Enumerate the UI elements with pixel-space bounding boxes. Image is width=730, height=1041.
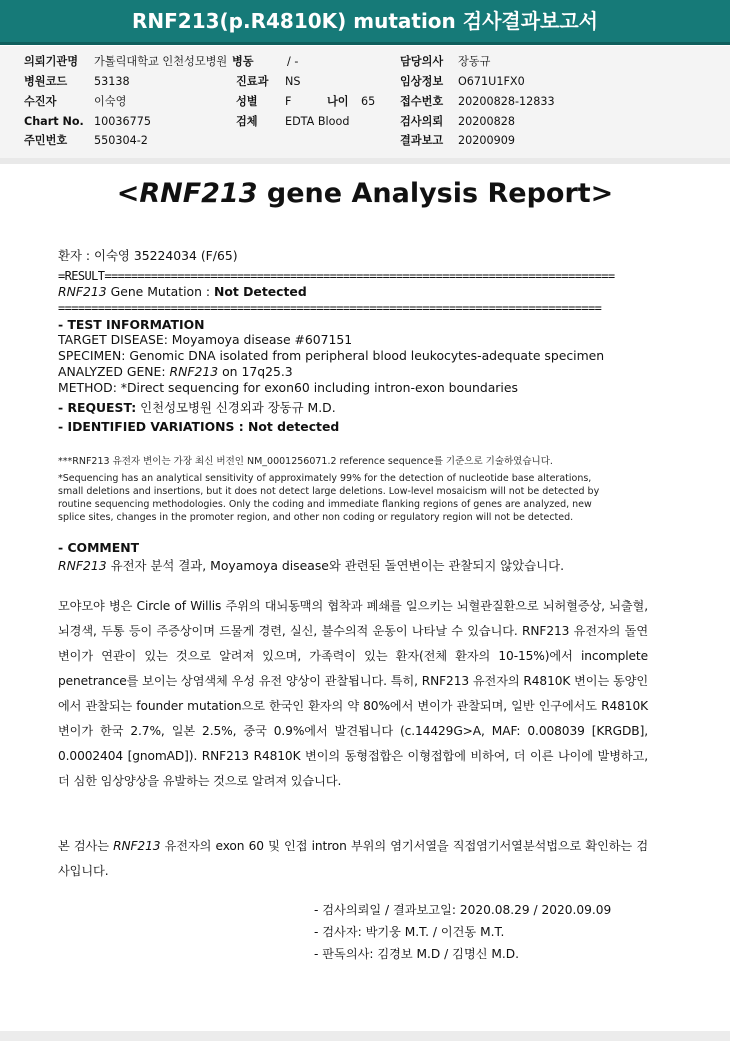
target-disease: TARGET DISEASE: Moyamoya disease #607151 <box>58 332 353 347</box>
sign-pathologists: - 판독의사: 김경보 M.D / 김명신 M.D. <box>314 947 520 961</box>
hospital-code-value: 53138 <box>94 75 130 88</box>
report-title: <RNF213 gene Analysis Report> <box>116 178 614 209</box>
request-date-label: 검사의뢰 <box>400 115 444 128</box>
report-header-title: RNF213(p.R4810K) mutation 검사결과보고서 <box>0 0 730 45</box>
institution-value: 가톨릭대학교 인천성모병원 <box>94 55 228 68</box>
divider <box>0 158 730 164</box>
analyzed-gene: ANALYZED GENE: RNF213 on 17q25.3 <box>58 364 293 379</box>
chart-value: 10036775 <box>94 115 151 128</box>
specimen-value: EDTA Blood <box>285 115 350 128</box>
mutation-value: Not Detected <box>214 284 307 299</box>
note-line: small deletions and insertions, but it does not detect large deletions. Low-level mosaicism will not be detected by <box>58 486 600 497</box>
clinical-info-value: O671U1FX0 <box>458 75 525 88</box>
sign-dates: - 검사의뢰일 / 결과보고일: 2020.08.29 / 2020.09.09 <box>314 903 612 917</box>
patient-value: 이숙영 <box>94 95 127 108</box>
accession-label: 접수번호 <box>400 95 444 108</box>
note-line: ***RNF213 유전자 변이는 가장 최신 버전인 NM_0001256071.2 reference sequence를 기준으로 기술하였습니다. <box>58 456 553 467</box>
patient-line: 환자 : 이숙영 35224034 (F/65) <box>58 248 238 263</box>
doctor-value: 장동규 <box>458 55 491 68</box>
patient-info-panel <box>0 46 730 159</box>
hospital-code-label: 병원코드 <box>24 75 68 88</box>
test-info-header: - TEST INFORMATION <box>58 317 205 332</box>
method-line: METHOD: *Direct sequencing for exon60 including intron-exon boundaries <box>58 380 518 395</box>
note-line: splice sites, changes in the promoter region, and other non coding or regulatory region will not be detected. <box>58 512 574 523</box>
accession-value: 20200828-12833 <box>458 95 555 108</box>
age-value: 65 <box>361 95 376 108</box>
id-value: 550304-2 <box>94 134 148 147</box>
ward-value: / - <box>287 55 299 68</box>
info-row <box>0 93 730 111</box>
identified-variations: - IDENTIFIED VARIATIONS : Not detected <box>58 419 340 434</box>
doctor-label: 담당의사 <box>400 55 444 68</box>
clinical-info-label: 임상정보 <box>400 75 444 88</box>
sign-technicians: - 검사자: 박기웅 M.T. / 이건동 M.T. <box>314 925 505 939</box>
dept-label: 진료과 <box>236 75 269 88</box>
footer-strip <box>0 1031 730 1041</box>
comment-paragraph: 본 검사는 RNF213 유전자의 exon 60 및 인접 intron 부위의 염기서열을 직접염기서열분석법으로 확인하는 검사입니다. <box>58 839 648 878</box>
info-row <box>0 73 730 91</box>
report-date-label: 결과보고 <box>400 134 444 147</box>
specimen-label: 검체 <box>236 115 258 128</box>
specimen-line: SPECIMEN: Genomic DNA isolated from peripheral blood leukocytes-adequate specimen <box>58 348 605 363</box>
info-row <box>0 53 730 71</box>
sex-value: F <box>285 95 292 108</box>
request-date-value: 20200828 <box>458 115 515 128</box>
mutation-result: RNF213 Gene Mutation : Not Detected <box>58 284 307 299</box>
ward-label: 병동 <box>232 55 254 68</box>
separator: ================================================================================== <box>58 301 602 315</box>
info-row <box>0 113 730 131</box>
report-date-value: 20200909 <box>458 134 515 147</box>
age-label: 나이 <box>327 95 349 108</box>
id-label: 주민번호 <box>24 134 68 147</box>
comment-header: - COMMENT <box>58 540 140 555</box>
info-row <box>0 132 730 150</box>
comment-paragraph: 모야모야 병은 Circle of Willis 주위의 대뇌동맥의 협착과 폐쇄를 일으키는 뇌혈관질환으로 뇌허혈증상, 뇌출혈, 뇌경색, 두통 등이 주증상이며 드물게 경련, 실신, 불수의적 운동이 나타날 수 있습니다. RNF213 유전자의 돌연변이가 연관이 있는 것으로 알려져 있으며, 가족력이 있는 환자(전체 환자의 10-15%)에서 incomplete penetrance를 보이는 상염색체 우성 유전 양상이 관찰됩니다. 특히, RNF213 유전자의 R4810K 변이는 동양인에서 관찰되는 founder mutation으로 한국인 환자의 약 80%에서 변이가 관찰되며, 일반 인구에서도 R4810K 변이가 한국 2.7%, 일본 2.5%, 중국 0.9%에서 발견됩니다 (c.14429G>A, MAF: 0.008039 [KRGDB], 0.0002404 [gnomAD]). RNF213 R4810K 변이의 동형접합은 이형접합에 비하여, 더 이른 나이에 발병하고, 더 심한 임상양상을 유발하는 것으로 알려져 있습니다. <box>58 599 648 788</box>
patient-label: 수진자 <box>24 95 57 108</box>
comment-line: RNF213 유전자 분석 결과, Moyamoya disease와 관련된 돌연변이는 관찰되지 않았습니다. <box>58 558 565 573</box>
request-line: - REQUEST: 인천성모병원 신경외과 장동규 M.D. <box>58 400 336 415</box>
institution-label: 의뢰기관명 <box>24 55 79 68</box>
note-line: *Sequencing has an analytical sensitivity of approximately 99% for the detection of nucleotide base alterations, <box>58 473 592 484</box>
report-title-gene: RNF213 <box>139 178 258 209</box>
chart-label: Chart No. <box>24 115 84 128</box>
dept-value: NS <box>285 75 301 88</box>
result-separator: =RESULT============================================================================= <box>58 269 615 283</box>
sex-label: 성별 <box>236 95 258 108</box>
note-line: routine sequencing methodologies. Only the coding and immediate flanking regions of genes are analyzed, new <box>58 499 592 510</box>
